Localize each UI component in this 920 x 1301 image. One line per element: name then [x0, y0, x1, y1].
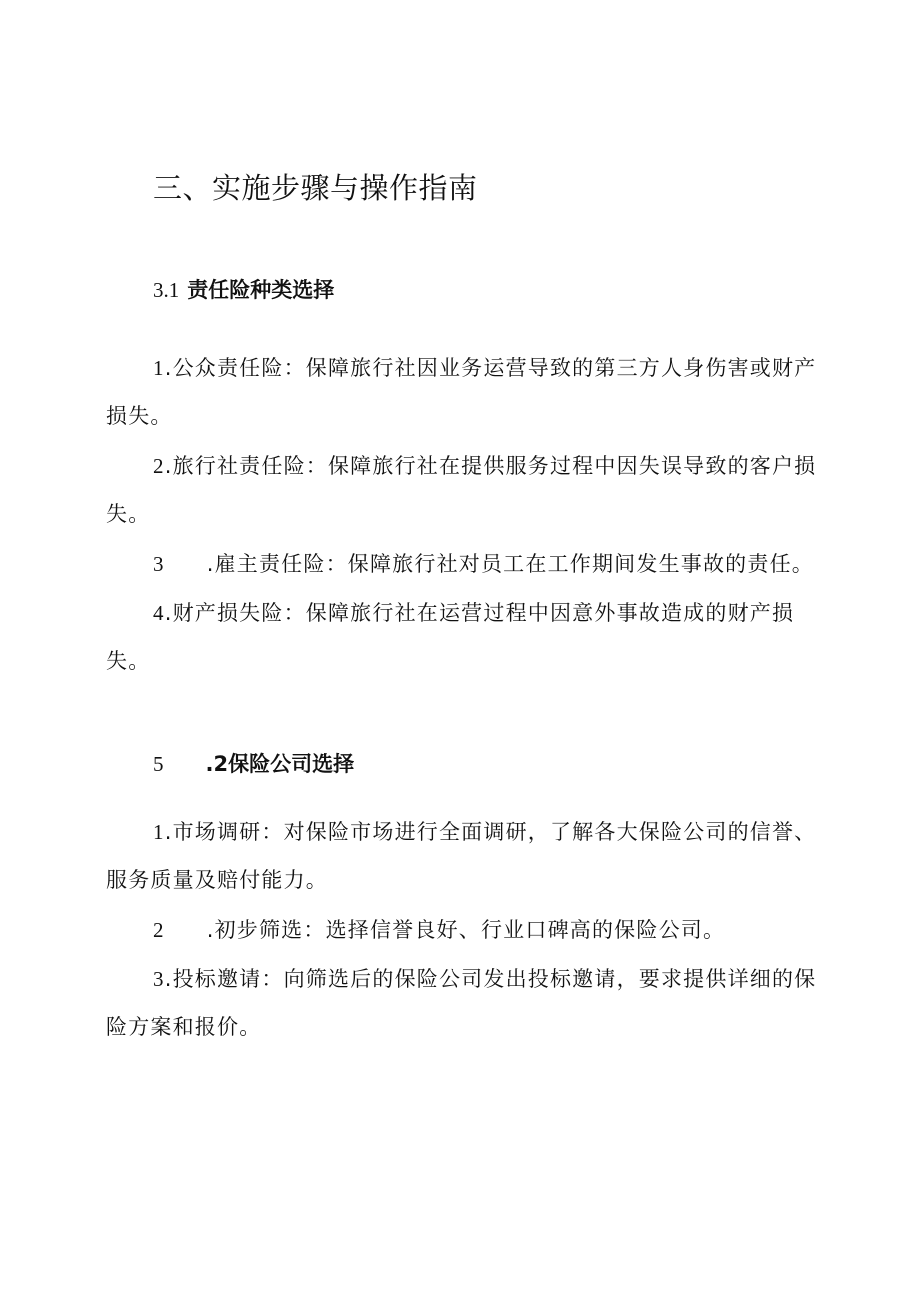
list-item — [106, 442, 826, 538]
item-number: 3 — [153, 552, 165, 576]
section-number: 3.1 — [153, 278, 180, 302]
section-heading-5-2 — [153, 748, 354, 780]
page-heading: 三、实施步骤与操作指南 — [153, 171, 478, 205]
item-number: 3 — [153, 967, 165, 991]
item-text: .雇主责任险：保障旅行社对员工在工作期间发生事故的责任。 — [206, 552, 814, 576]
item-text: .公众责任险：保障旅行社因业务运营导致的第三方人身伤害或财产损失。 — [106, 356, 817, 428]
list-item — [106, 808, 826, 904]
section-number: 5 — [153, 752, 164, 776]
item-text: .财产损失险：保障旅行社在运营过程中因意外事故造成的财产损失。 — [106, 601, 795, 673]
item-number: 1 — [153, 356, 165, 380]
list-item — [106, 906, 826, 954]
section-title: .2保险公司选择 — [205, 752, 355, 776]
list-item — [106, 540, 866, 588]
list-item — [106, 589, 826, 685]
item-text: .投标邀请：向筛选后的保险公司发出投标邀请，要求提供详细的保险方案和报价。 — [106, 967, 817, 1039]
list-item — [106, 955, 826, 1051]
item-number: 2 — [153, 454, 165, 478]
item-text: .初步筛选：选择信誉良好、行业口碑高的保险公司。 — [206, 918, 726, 942]
section-heading-3-1 — [153, 274, 334, 306]
list-item — [106, 344, 826, 440]
item-number: 4 — [153, 601, 165, 625]
item-number: 2 — [153, 918, 165, 942]
section-title: 责任险种类选择 — [187, 278, 335, 302]
item-number: 1 — [153, 820, 165, 844]
item-text: .旅行社责任险：保障旅行社在提供服务过程中因失误导致的客户损失。 — [106, 454, 817, 526]
item-text: .市场调研：对保险市场进行全面调研，了解各大保险公司的信誉、服务质量及赔付能力。 — [106, 820, 817, 892]
